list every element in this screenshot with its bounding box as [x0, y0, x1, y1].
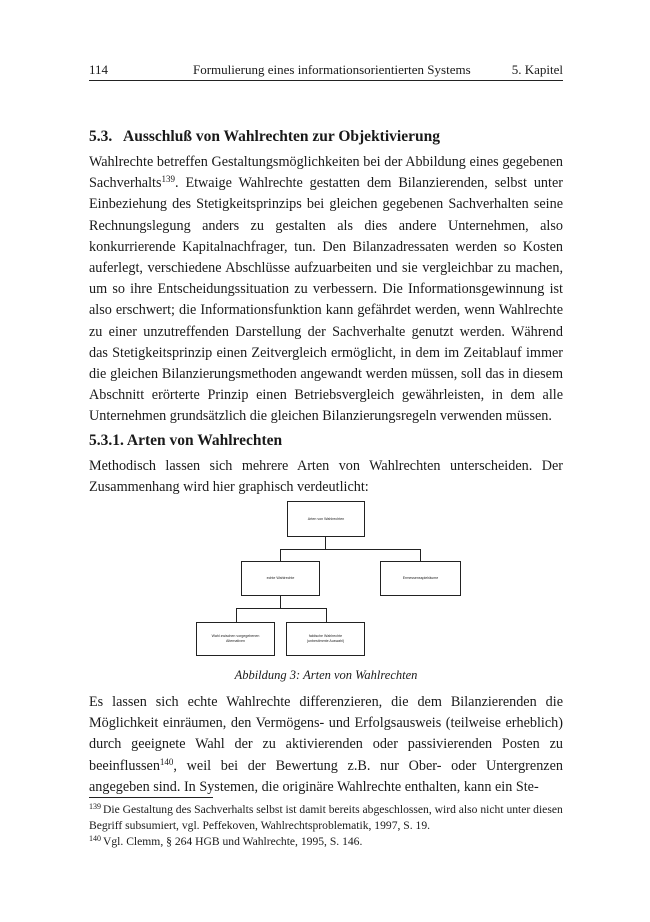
node-ermessensspielraeume — [380, 561, 461, 596]
paragraph-text: Es lassen sich echte Wahlrechte differenzieren, die dem Bilanzierenden die Möglichkeit einräumen, den Vermögens- und Erfolgsausweis (teilweise erheblich) durch geeignete Wahl der zu aktivierenden oder passivierenden Posten zu beeinflussen — [89, 694, 563, 774]
node-label: Wahl zwischen vorgegebenen — [211, 634, 260, 638]
section-paragraph — [89, 152, 563, 428]
node-label: echte Wahlrechte — [266, 576, 295, 580]
node-faktische-wahlrechte — [286, 622, 365, 656]
node-root — [287, 501, 365, 537]
running-header — [89, 62, 563, 81]
footnote-139: 139 Die Gestaltung des Sachverhalts selbst ist damit bereits abgeschlossen, wird also nicht unter diesen Begriff subsumiert, vgl. Peffekoven, Wahlrechtsproblematik, 1997, S. 19. — [89, 802, 563, 832]
node-label: Ermessensspielräume — [402, 576, 439, 580]
paragraph-text: . Etwaige Wahlrechte gestatten dem Bilanzierenden, selbst unter Einbeziehung des Stetigkeitsprinzips bei gleichen gegebenen Sachverhalten seine Rechnungslegung anders zu gestalten als dies andere Unternehmen, also konkurrierende Kapitalnachfrager, tun. Den Bilanzadressaten werden so Kosten auferlegt, verschiedene Abschlüsse aufzuarbeiten und sie vergleichbar zu machen, um so ihre Entscheidungssituation zu verbessern. Die Informationsgewinnung ist also erschwert; die Informationsfunktion kann gefährdet werden, wenn Wahlrechte zu einer unzutreffenden Darstellung der Sachverhalte genutzt werden. Während das Stetigkeitsprinzip einen Zeitvergleich ermöglicht, in dem im Zeitablauf immer die gleichen Bilanzierungsmethoden angewandt werden müssen, soll das in diesem Abschnitt erörterte Prinzip einen Betriebsvergleich gewährleisten, in dem alle Unternehmen grundsätzlich die gleichen Bilanzierungsregeln verwenden müssen. — [89, 175, 563, 425]
node-wahl-alternativen — [196, 622, 275, 656]
connector — [236, 608, 327, 609]
connector — [420, 549, 421, 561]
page-number: 114 — [89, 62, 109, 77]
header-chapter: 5. Kapitel — [511, 62, 563, 77]
section-heading: 5.3. Ausschluß von Wahlrechten zur Objektivierung — [89, 128, 440, 145]
footnote-divider — [89, 797, 213, 798]
connector — [326, 608, 327, 622]
paragraph-text: Wahlrechte betreffen Gestaltungsmöglichkeiten bei der Abbildung eines gegebenen Sachverhalts — [89, 154, 563, 192]
node-label: faktische Wahlrechte — [308, 634, 343, 638]
footnote-140: 140 Vgl. Clemm, § 264 HGB und Wahlrechte, 1995, S. 146. — [89, 834, 363, 848]
footnote-text: Vgl. Clemm, § 264 HGB und Wahlrechte, 1995, S. 146. — [103, 835, 363, 848]
connector — [280, 549, 421, 550]
header-title: Formulierung eines informationsorientierten Systems — [193, 62, 471, 77]
figure-caption: Abbildung 3: Arten von Wahlrechten — [234, 668, 418, 682]
body-paragraph — [89, 692, 563, 798]
connector — [280, 549, 281, 561]
footnote-ref-139[interactable]: 139 — [161, 174, 175, 185]
node-echte-wahlrechte — [241, 561, 320, 596]
node-label: Arten von Wahlrechten — [307, 516, 345, 521]
connector — [280, 596, 281, 608]
node-label: Alternativen — [226, 639, 245, 643]
paragraph-text: , weil bei der Bewertung z.B. nur Ober- oder Untergrenzen angegeben sind. In Systemen, die originäre Wahlrechte enthalten, kann ein Ste- — [89, 757, 563, 795]
connector — [325, 537, 326, 549]
subsection-paragraph: Methodisch lassen sich mehrere Arten von Wahlrechten unterscheiden. Der Zusammenhang wird hier graphisch verdeutlicht: — [89, 458, 563, 496]
node-label: (unbestimmte Auswahl) — [306, 639, 345, 643]
footnote-ref-140[interactable]: 140 — [159, 756, 174, 767]
connector — [236, 608, 237, 622]
subsection-heading: 5.3.1. Arten von Wahlrechten — [89, 432, 283, 449]
footnote-text: Die Gestaltung des Sachverhalts selbst ist damit bereits abgeschlossen, wird also nicht unter diesen Begriff subsumiert, vgl. Peffekoven, Wahlrechtsproblematik, 1997, S. 19. — [89, 803, 563, 832]
